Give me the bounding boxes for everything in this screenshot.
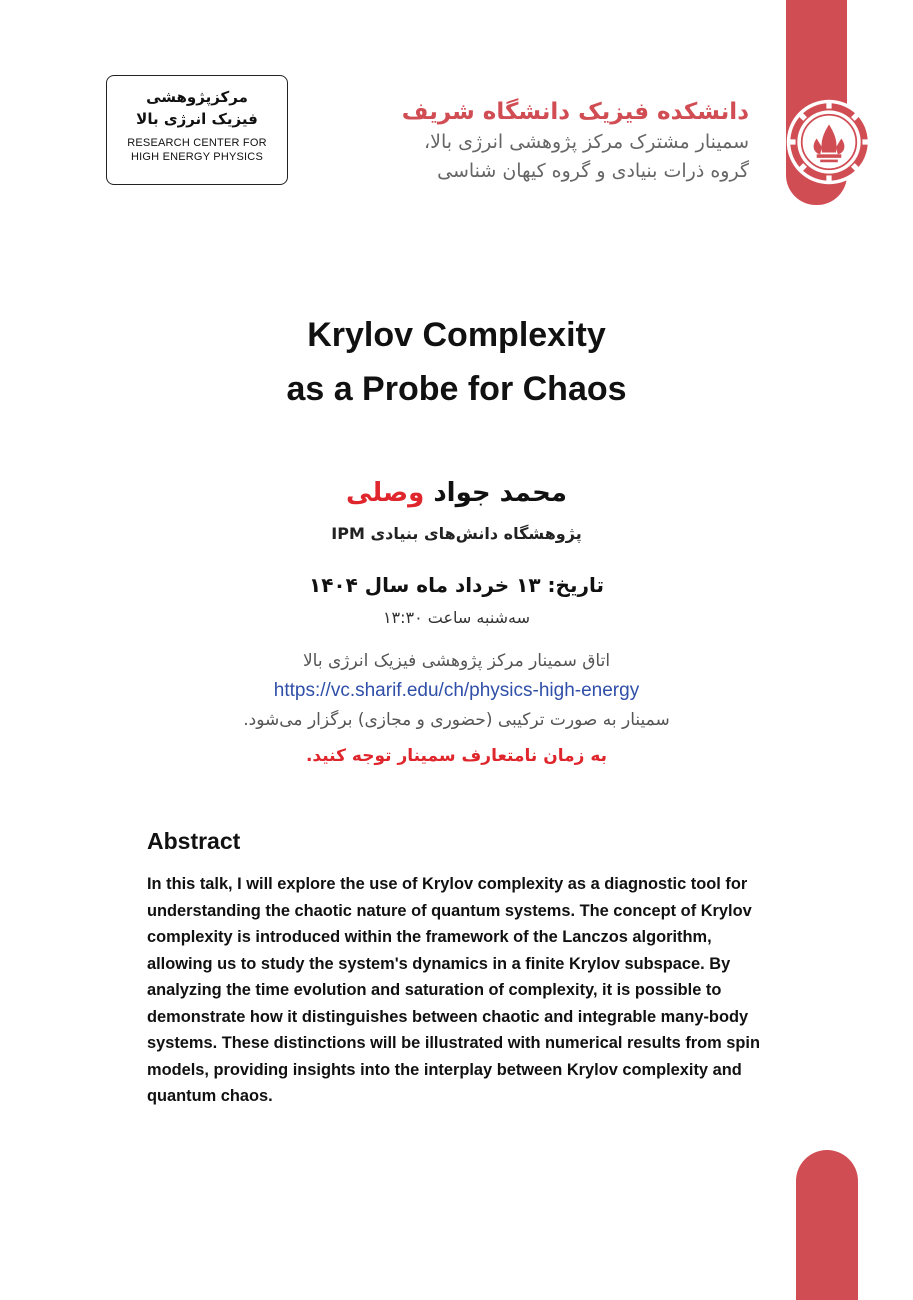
- bottom-accent-bar: [796, 1150, 858, 1300]
- title-line2: as a Probe for Chaos: [286, 370, 627, 408]
- speaker-affiliation: پژوهشگاه دانش‌های بنیادی IPM: [331, 524, 582, 543]
- logo-en-line1: RESEARCH CENTER FOR: [127, 137, 267, 149]
- speaker-last-name: وصلی: [346, 478, 425, 508]
- time-warning: به زمان نامتعارف سمینار توجه کنید.: [305, 746, 608, 766]
- faculty-header: [329, 96, 749, 186]
- hybrid-note: سمینار به صورت ترکیبی (حضوری و مجازی) برگزار می‌شود.: [243, 710, 670, 730]
- seminar-time: سه‌شنبه ساعت ۱۳:۳۰: [382, 608, 531, 627]
- faculty-name: دانشکده فیزیک دانشگاه شریف: [401, 99, 749, 125]
- seminar-title: [0, 308, 913, 416]
- speaker-name: [0, 478, 913, 508]
- research-center-logo: [106, 75, 288, 185]
- seminar-date: تاریخ: ۱۳ خرداد ماه سال ۱۴۰۴: [309, 573, 604, 597]
- abstract-text: In this talk, I will explore the use of Krylov complexity as a diagnostic tool for understanding the chaotic nature of quantum systems. The concept of Krylov complexity is introduced within the framework of the Lanczos algorithm, allowing us to study the system's dynamics in a finite Krylov subspace. By analyzing the time evolution and saturation of complexity, it is possible to demonstrate how it distinguishes between chaotic and integrable many-body systems. These distinctions will be illustrated with numerical results from spin models, providing insights into the interplay between Krylov complexity and quantum chaos.: [147, 875, 760, 1105]
- logo-fa-line2: فیزیک انرژی بالا: [136, 110, 258, 128]
- seminar-room: اتاق سمینار مرکز پژوهشی فیزیک انرژی بالا: [302, 651, 611, 671]
- title-line1: Krylov Complexity: [307, 316, 606, 354]
- logo-fa-line1: مرکزپژوهشی: [146, 88, 248, 106]
- seminar-subtitle-line1: سمینار مشترک مرکز پژوهشی انرژی بالا،: [424, 131, 749, 153]
- seminar-subtitle-line2: گروه ذرات بنیادی و گروه کیهان شناسی: [437, 160, 749, 182]
- sharif-emblem-icon: [785, 98, 873, 186]
- online-meeting-link[interactable]: https://vc.sharif.edu/ch/physics-high-energy: [273, 680, 640, 701]
- abstract-heading: Abstract: [147, 828, 241, 854]
- speaker-first-name: محمد جواد: [433, 478, 567, 508]
- logo-en-line2: HIGH ENERGY PHYSICS: [131, 151, 263, 163]
